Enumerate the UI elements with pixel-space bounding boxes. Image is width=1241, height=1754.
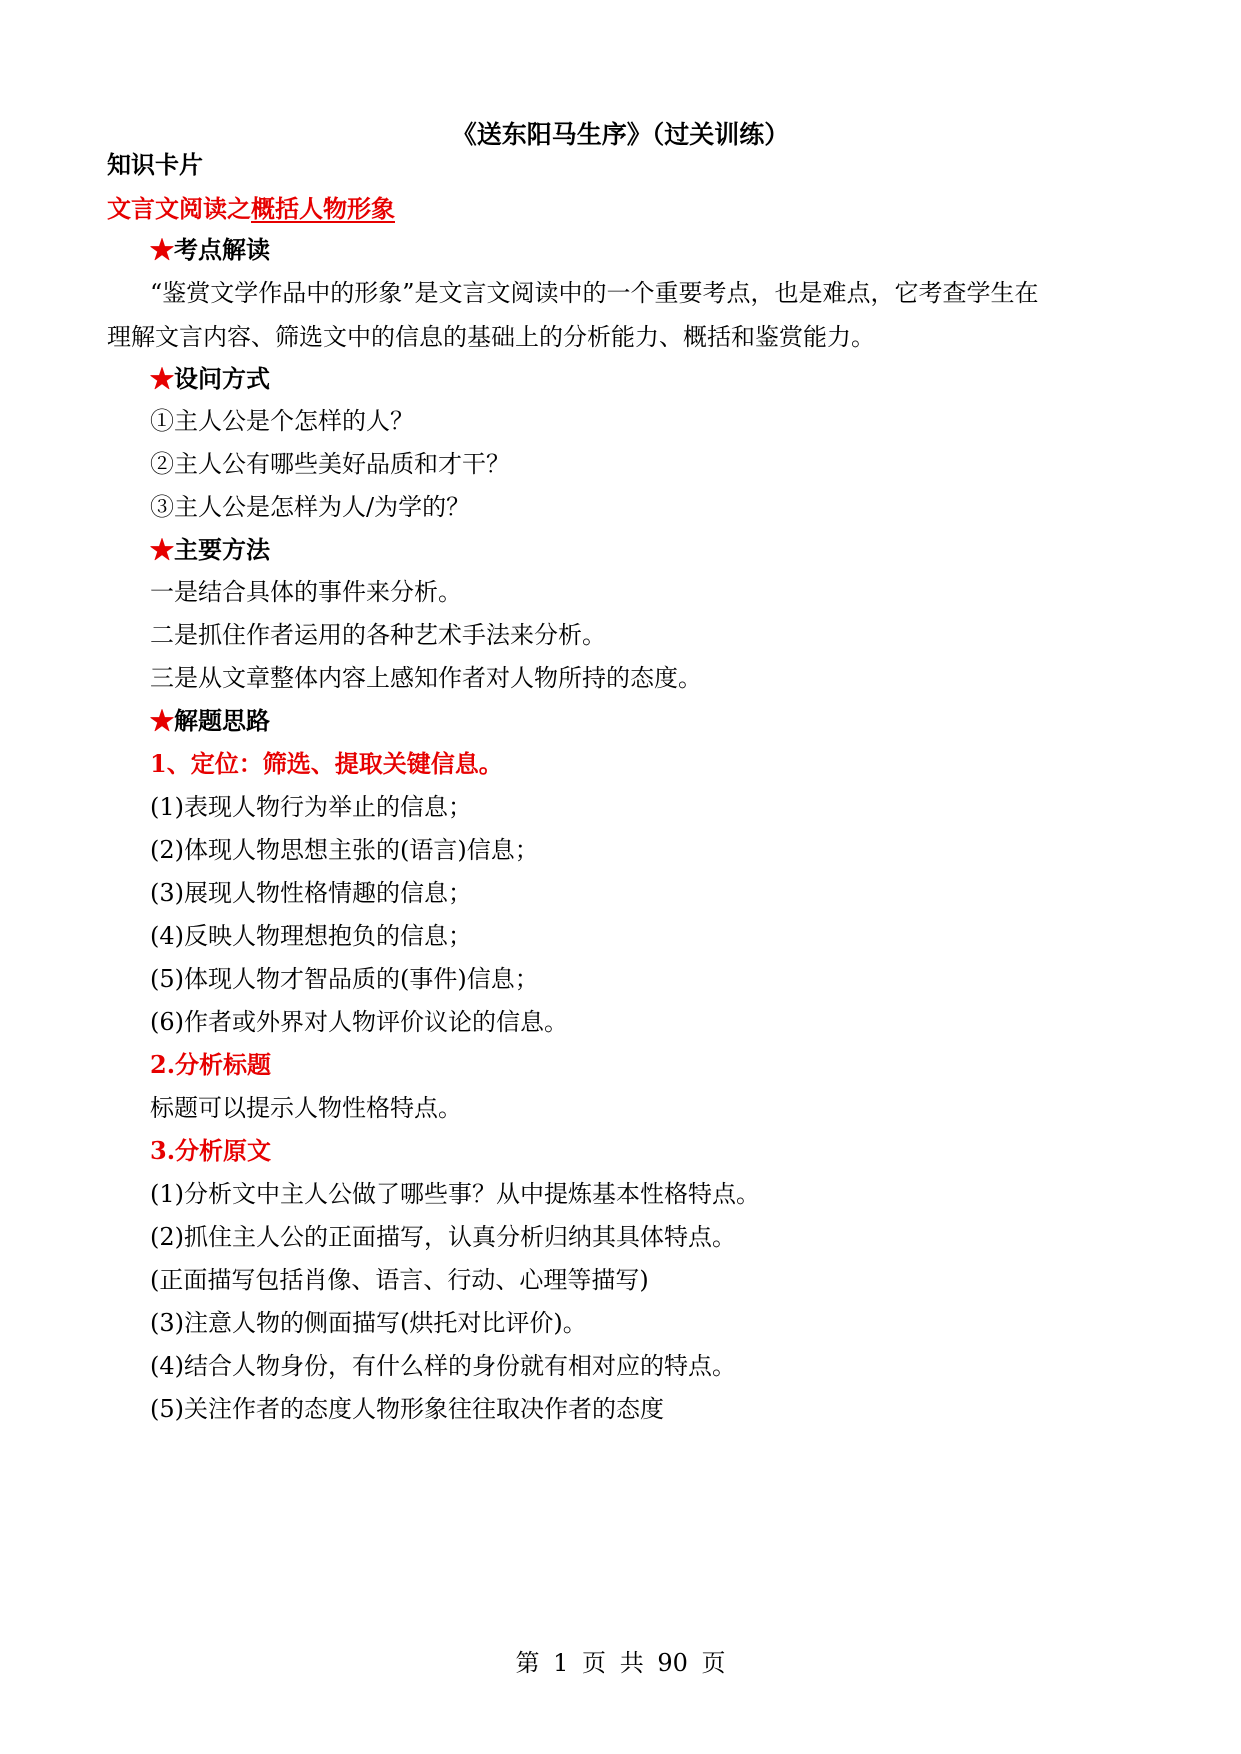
page-number: 1 <box>553 1649 569 1677</box>
list-item: (4)结合人物身份，有什么样的身份就有相对应的特点。 <box>150 1352 736 1380</box>
document-title: 《送东阳马生序》（过关训练） <box>451 120 790 149</box>
step-1-heading: 1、定位：筛选、提取关键信息。 <box>150 749 503 778</box>
list-item: (5)关注作者的态度人物形象往往取决作者的态度 <box>150 1395 664 1423</box>
footer-ye-2: 页 <box>701 1649 726 1677</box>
silu-heading <box>150 706 270 736</box>
star-icon: ★ <box>150 706 174 735</box>
topic-underlined: 概括人物形象 <box>251 194 395 223</box>
list-item: 二是抓住作者运用的各种艺术手法来分析。 <box>150 621 606 649</box>
list-item: 三是从文章整体内容上感知作者对人物所持的态度。 <box>150 664 702 692</box>
list-item: (1)表现人物行为举止的信息； <box>150 793 472 821</box>
footer-ye: 页 <box>582 1649 607 1677</box>
list-item: ①主人公是个怎样的人？ <box>150 407 414 435</box>
list-item: (3)展现人物性格情趣的信息； <box>150 879 472 907</box>
star-icon: ★ <box>150 364 174 393</box>
list-item: (2)体现人物思想主张的(语言)信息； <box>150 836 539 864</box>
list-item: 一是结合具体的事件来分析。 <box>150 578 462 606</box>
topic-prefix: 文言文阅读之 <box>107 194 251 223</box>
fangfa-heading <box>150 535 270 565</box>
list-item: (3)注意人物的侧面描写(烘托对比评价)。 <box>150 1309 587 1337</box>
step-2-heading: 2.分析标题 <box>150 1050 272 1079</box>
kaodian-paragraph-line-1: “鉴赏文学作品中的形象”是文言文阅读中的一个重要考点，也是难点，它考查学生在 <box>150 279 1039 307</box>
list-item: (4)反映人物理想抱负的信息； <box>150 922 472 950</box>
star-icon: ★ <box>150 535 174 564</box>
list-item: (5)体现人物才智品质的(事件)信息； <box>150 965 539 993</box>
list-item: (正面描写包括肖像、语言、行动、心理等描写) <box>150 1266 649 1294</box>
step-2-text: 标题可以提示人物性格特点。 <box>150 1094 462 1122</box>
list-item: (6)作者或外界对人物评价议论的信息。 <box>150 1008 568 1036</box>
topic-heading <box>107 194 395 224</box>
fangfa-heading-label: 主要方法 <box>174 535 270 564</box>
page-footer <box>0 1648 1241 1678</box>
kaodian-paragraph-line-2: 理解文言内容、筛选文中的信息的基础上的分析能力、概括和鉴赏能力。 <box>107 323 875 351</box>
shewen-heading-label: 设问方式 <box>174 364 270 393</box>
list-item: (2)抓住主人公的正面描写，认真分析归纳其具体特点。 <box>150 1223 736 1251</box>
kaodian-heading-label: 考点解读 <box>174 235 270 264</box>
list-item: ③主人公是怎样为人/为学的？ <box>150 493 471 521</box>
footer-gong: 共 <box>619 1649 644 1677</box>
star-icon: ★ <box>150 235 174 264</box>
page-total: 90 <box>657 1649 688 1677</box>
footer-di: 第 <box>515 1649 540 1677</box>
shewen-heading <box>150 364 270 394</box>
list-item: ②主人公有哪些美好品质和才干？ <box>150 450 510 478</box>
silu-heading-label: 解题思路 <box>174 706 270 735</box>
section-heading: 知识卡片 <box>107 150 203 179</box>
list-item: (1)分析文中主人公做了哪些事？从中提炼基本性格特点。 <box>150 1180 760 1208</box>
step-3-heading: 3.分析原文 <box>150 1136 272 1165</box>
kaodian-heading <box>150 235 270 265</box>
